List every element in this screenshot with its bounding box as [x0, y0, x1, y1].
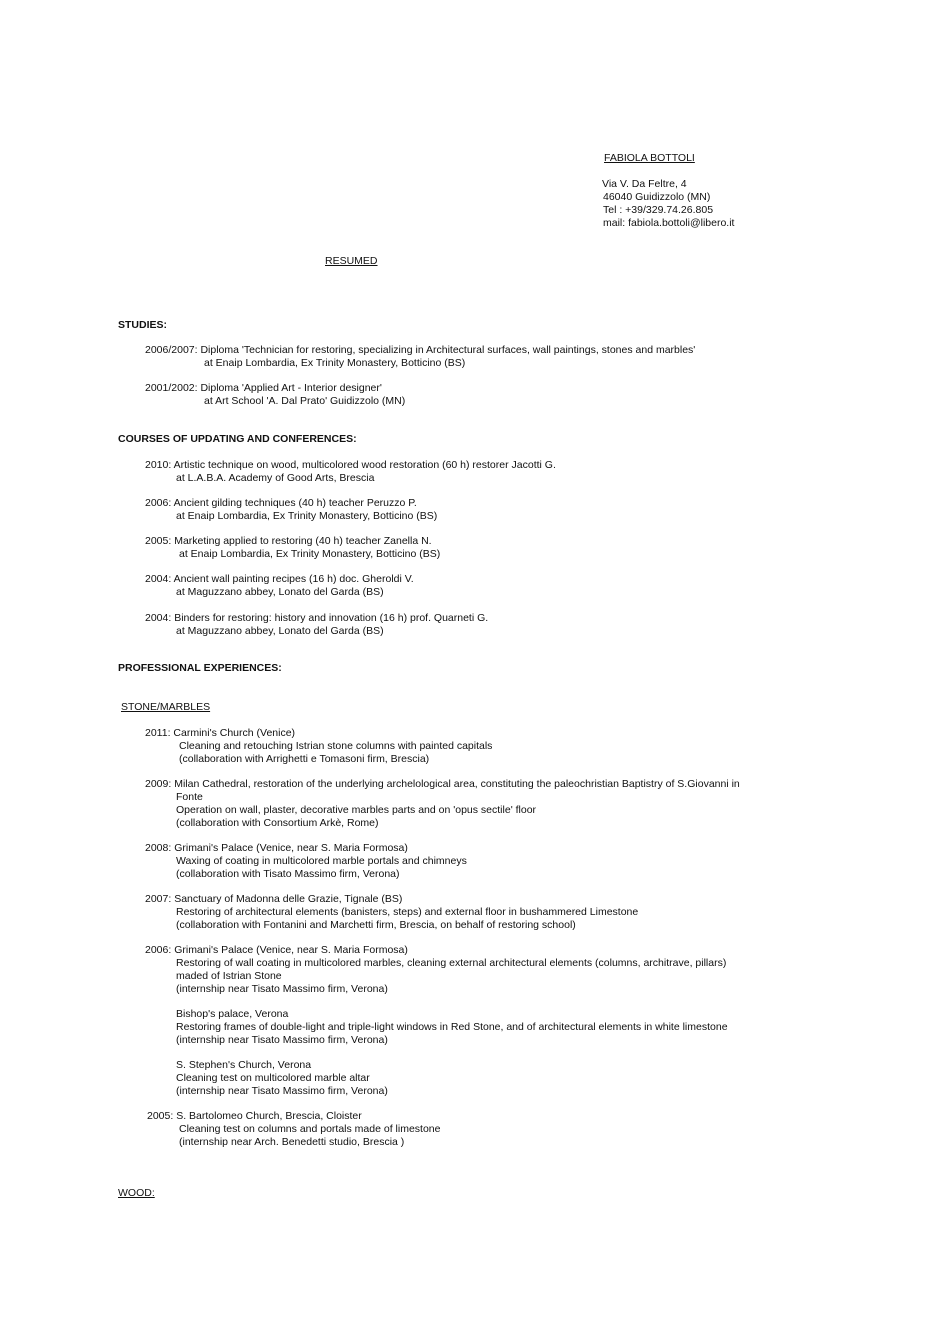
applicant-name: FABIOLA BOTTOLI	[604, 152, 695, 164]
course-item-title: 2010: Artistic technique on wood, multicolored wood restoration (60 h) restorer Jacotti G.	[145, 459, 556, 471]
experience-item-title: Bishop's palace, Verona	[176, 1008, 289, 1020]
experience-item-description: Waxing of coating in multicolored marble portals and chimneys	[176, 855, 467, 867]
experience-item-description: Restoring frames of double-light and triple-light windows in Red Stone, and of architectural elements in white limestone	[176, 1021, 728, 1033]
experience-item-description: Cleaning test on columns and portals made of limestone	[179, 1123, 441, 1135]
experience-item-title: 2007: Sanctuary of Madonna delle Grazie, Tignale (BS)	[145, 893, 403, 905]
studies-heading: STUDIES:	[118, 319, 168, 331]
experience-item-title: 2006: Grimani's Palace (Venice, near S. Maria Formosa)	[145, 944, 408, 956]
experience-item-description-continued: maded of Istrian Stone	[176, 970, 282, 982]
experience-item-description: Cleaning test on multicolored marble altar	[176, 1072, 370, 1084]
course-item-title: 2006: Ancient gilding techniques (40 h) teacher Peruzzo P.	[145, 497, 417, 509]
wood-heading: WOOD:	[118, 1187, 155, 1199]
experience-item-title-continued: Fonte	[176, 791, 203, 803]
email: mail: fabiola.bottoli@libero.it	[603, 217, 735, 229]
course-item-place: at L.A.B.A. Academy of Good Arts, Brescia	[176, 472, 375, 484]
experience-item-collaboration: (collaboration with Consortium Arkè, Rome)	[176, 817, 379, 829]
address-street: Via V. Da Feltre, 4	[602, 178, 687, 190]
studies-item-place: at Art School 'A. Dal Prato' Guidizzolo (MN)	[204, 395, 406, 407]
experience-item-collaboration: (internship near Tisato Massimo firm, Verona)	[176, 983, 388, 995]
experience-item-collaboration: (collaboration with Fontanini and Marchetti firm, Brescia, on behalf of restoring school)	[176, 919, 576, 931]
courses-heading: COURSES OF UPDATING AND CONFERENCES:	[118, 433, 357, 445]
experience-item-title: 2008: Grimani's Palace (Venice, near S. Maria Formosa)	[145, 842, 408, 854]
course-item-title: 2004: Binders for restoring: history and innovation (16 h) prof. Quarneti G.	[145, 612, 489, 624]
studies-item-title: 2006/2007: Diploma 'Technician for restoring, specializing in Architectural surfaces, wall paintings, stones and marbles'	[145, 344, 696, 356]
experience-item-title: 2009: Milan Cathedral, restoration of the underlying archelological area, constituting the paleochristian Baptistry of S.Giovanni in	[145, 778, 740, 790]
telephone: Tel : +39/329.74.26.805	[603, 204, 714, 216]
course-item-title: 2005: Marketing applied to restoring (40 h) teacher Zanella N.	[145, 535, 432, 547]
stone-marbles-heading: STONE/MARBLES	[121, 701, 211, 713]
experience-item-description: Cleaning and retouching Istrian stone columns with painted capitals	[179, 740, 493, 752]
experience-item-description: Operation on wall, plaster, decorative marbles parts and on 'opus sectile' floor	[176, 804, 537, 816]
experiences-heading: PROFESSIONAL EXPERIENCES:	[118, 662, 282, 674]
course-item-place: at Maguzzano abbey, Lonato del Garda (BS)	[176, 586, 384, 598]
experience-item-description: Restoring of architectural elements (banisters, steps) and external floor in bushammered Limestone	[176, 906, 639, 918]
studies-item-place: at Enaip Lombardia, Ex Trinity Monastery, Botticino (BS)	[204, 357, 466, 369]
experience-item-collaboration: (internship near Tisato Massimo firm, Verona)	[176, 1085, 388, 1097]
experience-item-collaboration: (internship near Tisato Massimo firm, Verona)	[176, 1034, 388, 1046]
address-city: 46040 Guidizzolo (MN)	[603, 191, 711, 203]
course-item-place: at Maguzzano abbey, Lonato del Garda (BS)	[176, 625, 384, 637]
experience-item-collaboration: (collaboration with Tisato Massimo firm, Verona)	[176, 868, 400, 880]
course-item-place: at Enaip Lombardia, Ex Trinity Monastery, Botticino (BS)	[179, 548, 441, 560]
experience-item-title: 2011: Carmini's Church (Venice)	[145, 727, 296, 739]
experience-item-collaboration: (internship near Arch. Benedetti studio, Brescia )	[179, 1136, 405, 1148]
experience-item-description: Restoring of wall coating in multicolored marbles, cleaning external architectural elements (columns, architrave, pillars)	[176, 957, 727, 969]
course-item-place: at Enaip Lombardia, Ex Trinity Monastery, Botticino (BS)	[176, 510, 438, 522]
experience-item-collaboration: (collaboration with Arrighetti e Tomasoni firm, Brescia)	[179, 753, 430, 765]
experience-item-title: S. Stephen's Church, Verona	[176, 1059, 312, 1071]
document-title: RESUMED	[325, 255, 378, 267]
course-item-title: 2004: Ancient wall painting recipes (16 h) doc. Gheroldi V.	[145, 573, 414, 585]
studies-item-title: 2001/2002: Diploma 'Applied Art - Interior designer'	[145, 382, 382, 394]
experience-item-title: 2005: S. Bartolomeo Church, Brescia, Cloister	[147, 1110, 362, 1122]
